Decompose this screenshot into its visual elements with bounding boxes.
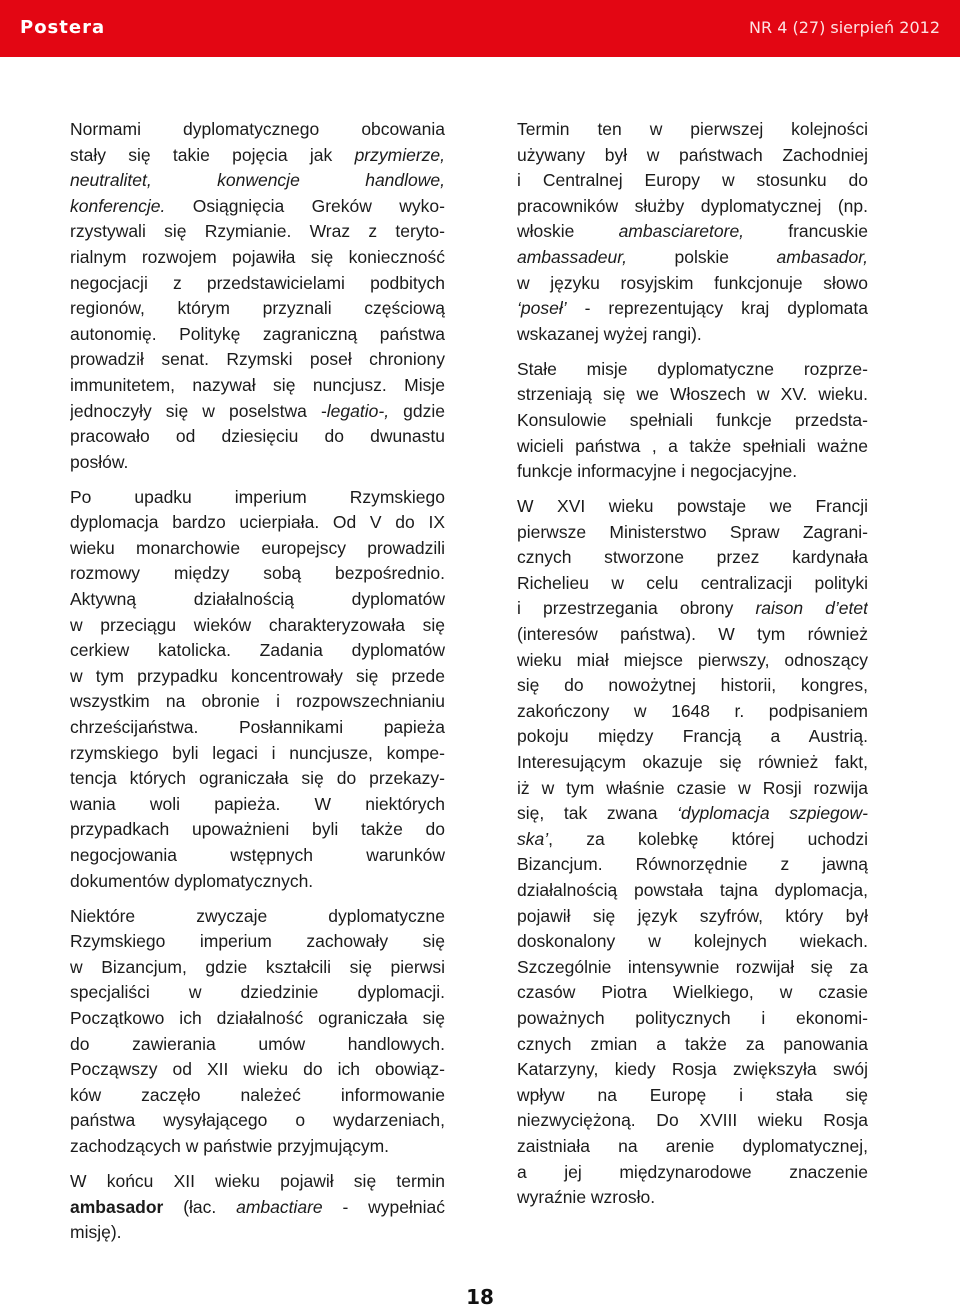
text-run: , za kolebkę której uchodzi [548, 828, 868, 849]
text-line: W końcu XII wieku pojawił się termin [70, 1170, 445, 1191]
text-line [517, 245, 868, 271]
text-line: W XVI wieku powstaje we Francji [517, 496, 868, 517]
italic-text: raison d’etet [755, 598, 868, 619]
text-line: pracowało od dziesięciu do dwunastu [70, 426, 445, 447]
text-line: rzystywali się Rzymianie. Wraz z teryto- [70, 221, 445, 242]
text-line: pokoju między Francją a Austrią. [517, 726, 868, 747]
text-line: tencja których ograniczała się do przekazy- [70, 768, 445, 789]
right-column [517, 117, 868, 1220]
text-line: Począwszy od XII wieku do ich obowiąz- [70, 1059, 445, 1080]
italic-text: legatio-, [326, 400, 390, 421]
brand-logo-text: Postera [20, 17, 106, 38]
text-line: zaistniała na arenie dyplomatycznej, [517, 1135, 868, 1156]
text-line: zakończony w 1648 r. podpisaniem [517, 700, 868, 721]
text-line: dyplomacja bardzo ucierpiała. Od V do IX [70, 512, 445, 533]
text-line: czasów Piotra Wielkiego, w czasie [517, 982, 868, 1003]
text-line: w Bizancjum, gdzie kształcili się pierwsi [70, 956, 445, 977]
text-line: Termin ten w pierwszej kolejności [517, 119, 868, 139]
text-line: strzeniają się we Włoszech w XV. wieku. [517, 384, 868, 405]
text-line: państwa wysyłającego o wydarzeniach, [70, 1110, 445, 1131]
text-line: prowadził senat. Rzymski poseł chroniony [70, 349, 445, 370]
text-line: wszystkim na obronie i rozpowszechnianiu [70, 691, 445, 712]
bold-text: ambasador [70, 1196, 164, 1217]
text-line: w tym przypadku koncentrowały się przede [70, 665, 445, 686]
italic-text: ambasciaretore, [618, 221, 745, 242]
issue-info: NR 4 (27) sierpień 2012 [749, 18, 940, 37]
text-line: cznych stworzone przez kardynała [517, 547, 868, 568]
text-line: do zawierania umów handlowych. [70, 1033, 445, 1054]
text-line: Normami dyplomatycznego obcowania [70, 119, 445, 139]
text-line: wskazanej wyżej rangi). [517, 323, 702, 344]
text-line [517, 219, 868, 245]
text-line: pojawił się język szyfrów, który był [517, 905, 868, 926]
italic-text: ‘poseł’ [517, 298, 567, 319]
text-line [70, 194, 445, 220]
text-line: pierwsze Ministerstwo Spraw Zagrani- [517, 521, 868, 542]
text-line: regionów, którym przyznali częściową [70, 298, 445, 319]
text-line: używany był w państwach Zachodniej [517, 144, 868, 165]
page-number: 18 [466, 1285, 494, 1309]
text-run: polskie [626, 246, 777, 267]
text-line: misję). [70, 1222, 122, 1243]
text-line: cznych zmian a także za panowania [517, 1033, 868, 1054]
text-line: Bizancjum. Równorzędnie z jawną [517, 854, 868, 875]
text-line: Katarzyny, kiedy Rosja zwiększyła swój [517, 1059, 868, 1080]
text-line: Szczególnie intensywnie rozwijał się za [517, 956, 868, 977]
text-run: jednoczyły się w poselstwa - [70, 400, 327, 421]
text-line: Konsulowie spełniali funkcje przedsta- [517, 409, 868, 430]
text-line: Stałe misje dyplomatyczne rozprze- [517, 358, 868, 379]
text-run: stały się takie pojęcia jak [70, 144, 355, 165]
text-line: iż w tym właśnie czasie w Rosji rozwija [517, 777, 868, 798]
text-run: (łac. [163, 1196, 237, 1217]
text-line: w języku rosyjskim funkcjonuje słowo [517, 272, 868, 293]
text-line: chrześcijaństwa. Posłannikami papieża [70, 717, 445, 738]
text-line: w przeciągu wieków charakteryzowała się [70, 614, 445, 635]
text-line: immunitetem, nazywał się nuncjusz. Misje [70, 374, 445, 395]
text-run: i przestrzegania obrony [517, 598, 756, 619]
text-line: Początkowo ich działalność ograniczała się [70, 1007, 445, 1028]
italic-text: ambactiare [236, 1196, 323, 1217]
text-line: rzymskiego byli legaci i nuncjusze, kompe- [70, 742, 445, 763]
text-line: a jej międzynarodowe znaczenie [517, 1161, 868, 1182]
text-line: pracowników służby dyplomatycznej (np. [517, 195, 868, 216]
italic-text: przymierze, [354, 144, 445, 165]
paragraph [517, 494, 868, 1211]
text-line: się do nowożytnej historii, kongres, [517, 675, 868, 696]
text-line: Interesującym okazuje się również fakt, [517, 752, 868, 773]
text-line: ków zaczęło należeć informowanie [70, 1084, 445, 1105]
text-run: - reprezentujący kraj dyplomata [566, 298, 868, 319]
text-line [517, 801, 868, 827]
text-line: zachodzących w państwie przyjmującym. [70, 1135, 390, 1156]
italic-text: konferencje. [70, 195, 166, 216]
text-line: niezwyciężoną. Do XVIII wieku Rosja [517, 1110, 868, 1131]
text-line [70, 399, 445, 425]
text-line: autonomię. Politykę zagraniczną państwa [70, 323, 445, 344]
text-line [517, 596, 868, 622]
text-run: - wypełniać [322, 1196, 445, 1217]
text-run: włoskie [517, 221, 619, 242]
text-run: francuskie [744, 221, 868, 242]
text-line: doskonalony w kolejnych wiekach. [517, 931, 868, 952]
text-line: rozmowy między sobą bezpośrednio. [70, 563, 445, 584]
text-line: Po upadku imperium Rzymskiego [70, 486, 445, 507]
text-line: cerkiew katolicka. Zadania dyplomatów [70, 640, 445, 661]
left-column [70, 117, 445, 1255]
text-line: przypadkach upoważnieni byli także do [70, 819, 445, 840]
text-line: poważnych politycznych i ekonomi- [517, 1007, 868, 1028]
text-run: się, tak zwana [517, 803, 678, 824]
text-line: wpływ na Europę i stała się [517, 1084, 868, 1105]
text-line: rialnym rozwojem pojawiła się konieczność [70, 246, 445, 267]
italic-text: ‘dyplomacja szpiegow- [677, 803, 868, 824]
text-line [517, 827, 868, 853]
paragraph [70, 1169, 445, 1246]
text-line: wieku miał miejsce pierwszy, odnoszący [517, 649, 868, 670]
text-run: gdzie [389, 400, 445, 421]
paragraph [70, 485, 445, 895]
text-line: (interesów państwa). W tym również [517, 624, 868, 645]
paragraph [517, 117, 868, 347]
italic-text: ambassadeur, [517, 246, 627, 267]
italic-text: ska’ [517, 828, 549, 849]
text-line [517, 296, 868, 322]
text-line: wyraźnie wzrosło. [517, 1187, 656, 1208]
text-line: negocjowania wstępnych warunków [70, 845, 445, 866]
italic-text: neutralitet, konwencje handlowe, [70, 170, 445, 191]
text-line [70, 168, 445, 194]
text-line: wania woli papieża. W niektórych [70, 793, 445, 814]
paragraph [517, 357, 868, 485]
text-line: działalnością powstała tajna dyplomacja, [517, 880, 868, 900]
text-line: Aktywną działalnością dyplomatów [70, 589, 445, 610]
text-run: Osiągnięcia Greków wyko- [165, 195, 445, 216]
text-line: posłów. [70, 451, 129, 472]
text-line: wicieli państwa , a także spełniali ważne [517, 435, 868, 456]
text-line [70, 1195, 445, 1221]
text-line: funkcje informacyjne i negocjacyjne. [517, 461, 798, 482]
paragraph [70, 904, 445, 1160]
text-line: dokumentów dyplomatycznych. [70, 870, 314, 891]
italic-text: ambasador, [776, 246, 868, 267]
header-bar [0, 0, 960, 57]
text-line: i Centralnej Europy w stosunku do [517, 170, 868, 191]
text-line: specjaliści w dziedzinie dyplomacji. [70, 982, 445, 1003]
text-line: wieku monarchowie europejscy prowadzili [70, 537, 445, 558]
text-line: Niektóre zwyczaje dyplomatyczne [70, 905, 445, 926]
paragraph [70, 117, 445, 475]
text-line: negocjacji z przedstawicielami podbitych [70, 272, 445, 293]
text-line [70, 143, 445, 169]
text-line: Richelieu w celu centralizacji polityki [517, 572, 868, 593]
text-line: Rzymskiego imperium zachowały się [70, 931, 445, 952]
